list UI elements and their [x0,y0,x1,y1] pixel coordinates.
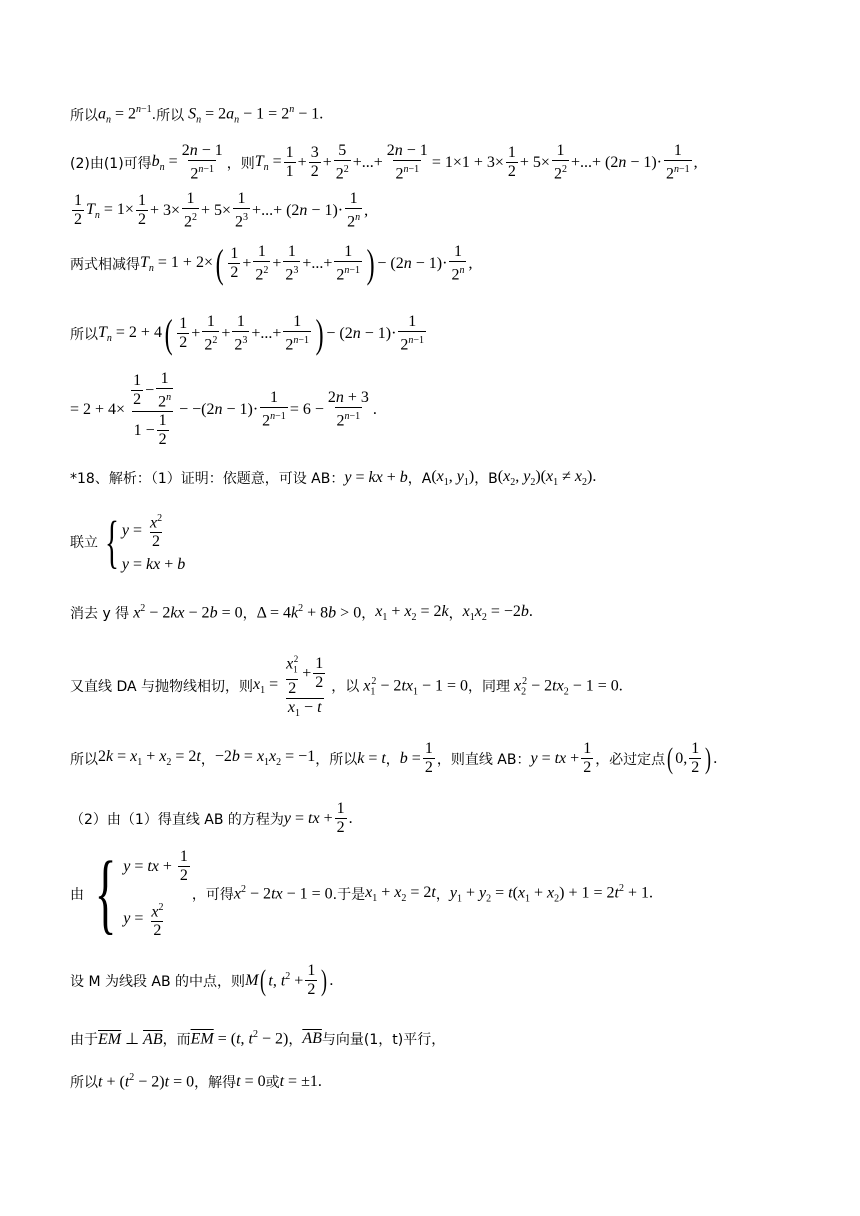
line-midpoint: 设 M 为线段 AB 的中点，则 M ( t, $t^2$ + $\frac{1}{2}$ ) . [70,962,334,998]
line-subtract: 两式相减得 $T_n = 1 + 2\times$ ( $\frac{1}{2}$ + $\frac{1}{2^2}$ + $\frac{1}{2^3}$ +...+ $\frac{1}{2^{n-1}}$ ) − (2n − 1)· $\frac{1}{2^n}$ , [70,240,473,286]
line-tangent: 又直线 DA 与抛物线相切，则 $x_1$ = $\frac{x_1^2}{2}$ + $\frac{1}{2}$ $x_1 - t$ ，以 $x_1^2 - 2tx_1 - 1 = 0$ ，同理 $x_2^2 - 2tx_2 - 1 = 0$. [70,650,623,723]
line-perpendicular: 由于 $\overline{EM}$ ⊥ $\overline{AB}$ ，而 $\overline{EM} = (t$, $t^2 - 2$) ， $\overline{AB}$ 与向量(1，t)平行， [70,1029,446,1048]
line-tn-result: = 2 + 4× $\frac{1}{2}$ − $\frac{1}{2^n}$ 1 − $\frac{1}{2}$ − −(2n − 1)· $\frac{1}{2^{n-1}}$ = 6 − $\frac{2n + 3}{2^{n-1}}$ . [70,370,377,449]
line-fixed-point: 所以 $2k = x_1 + x_2 = 2t$ ， $-2b = x_1x_2 = -1$ ，所以 k = t ， b = $\frac{1}{2}$ ，则直线 AB： y = tx + $\frac{1}{2}$ ，必过定点 ( 0, $\frac{1}{2}$ ) . [70,740,718,776]
line-q18-setup: *18、解析：（1）证明：依题意，可设 AB： y = kx + b ，A ($x_1$, $y_1$) ，B ($x_2$, $y_2)(x_1 \ne x_2)$. [70,468,597,489]
line-system-1: 联立 { y = $\frac{x^2}{2}$ y = kx + b [70,509,186,574]
line-tn-expand: 所以 $T_n = 2 + 4$ ( $\frac{1}{2}$ + $\frac{1}{2^2}$ + $\frac{1}{2^3}$ +...+ $\frac{1}{2^{n-1}}$ ) − (2n − 1)· $\frac{1}{2^{n-1}}$ [70,310,425,356]
line-eliminate: 消去 y 得 $x^2 - 2kx - 2b = 0$ ， $\Delta = 4k^2 + 8b > 0$ ， $x_1 + x_2 = 2k$ ， $x_1x_2 = -2b$. [70,603,533,624]
line-bn-tn: (2)由(1)可得 $b_n$ = $\frac{2n - 1}{2^{n-1}}$ ，则 $T_n$ = $\frac{1}{1}$ + $\frac{3}{2}$ + $\frac{5}{2^2}$ +...+ $\frac{2n - 1}{2^{n-1}}$ = 1×1 + 3× $\frac{1}{2}$ + 5× $\frac{1}{2^2}$ +...+ (2n − 1)· $\frac{1}{2^{n-1}}$ , [70,142,698,183]
line-solve-t: 所以 $t + (t^2 - 2)t = 0$ ，解得 t = 0 或 t = ±1. [70,1072,322,1091]
line-system-2: 由 { y = tx + $\frac{1}{2}$ y = $\frac{x^2}{2}$ ，可得 $x^2 - 2tx - 1 = 0$ .于是 $x_1 + x_2 = 2t$ ， $y_1 + y_2 = t(x_1 + x_2) + 1 = 2t^2 + 1$. [70,844,654,943]
line-an-formula: 所以 $a_n = 2^{n-1}$ . 所以 $S_n = 2a_n - 1 = 2^n - 1$. [70,104,324,126]
line-half-tn: $\frac{1}{2}$ $T_n = 1\times$ $\frac{1}{2}$ + 3× $\frac{1}{2^2}$ + 5× $\frac{1}{2^3}$ +...+ (2n − 1)· $\frac{1}{2^n}$ , [74,190,369,231]
line-part2: （2）由（1）得直线 AB 的方程为 y = tx + $\frac{1}{2}$ . [70,800,353,836]
